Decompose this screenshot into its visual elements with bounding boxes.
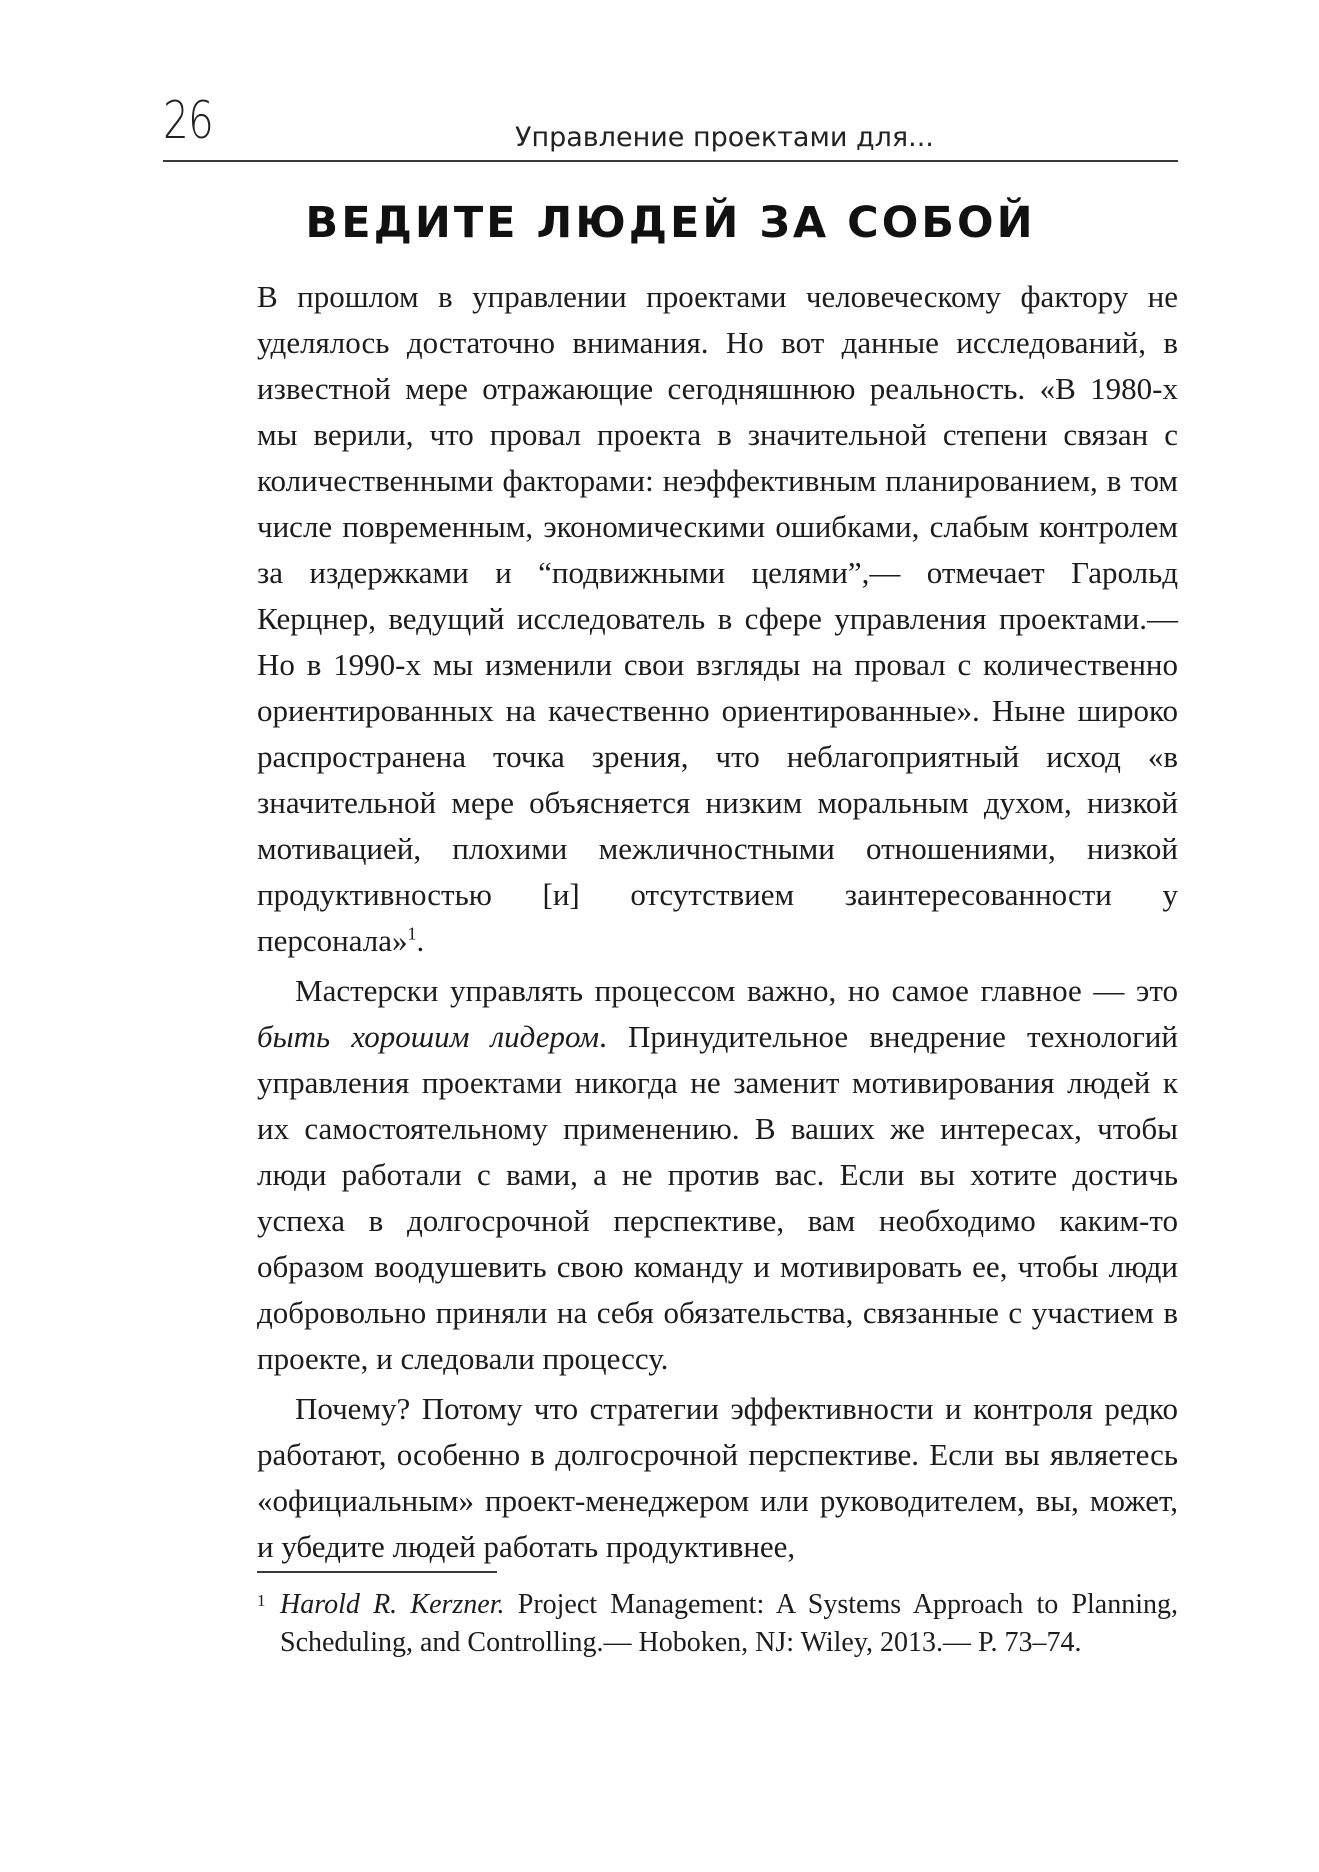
paragraph-3-text: Почему? Потому что стратегии эффективности и контроля редко работают, особенно в долгосрочной перспективе. Если вы являетесь «официальным» проект-менеджером или руководителем, вы, может, и убедите людей работать продуктивнее, — [257, 1391, 1178, 1564]
paragraph-1: В прошлом в управлении проектами человеческому фактору не уделялось достаточно внимания. Но вот данные исследований, в известной мере отражающие сегодняшнюю реальность. «В 1980-х мы верили, что провал проекта в значительной степени связан с количественными факторами: неэффективным планированием, в том числе повременным, экономическими ошибками, слабым контролем за издержками и “подвижными целями”,— отмечает Гарольд Керцнер, ведущий исследователь в сфере управления проектами.— Но в 1990-х мы изменили свои взгляды на провал с количественно ориентированных на качественно ориентированные». Ныне широко распространена точка зрения, что неблагоприятный исход «в значительной мере объясняется низким моральным духом, низкой мотивацией, плохими межличностными отношениями, низкой продуктивностью [и] отсутствием заинтересованности у персонала»$^1$. — [257, 279, 1178, 958]
running-title: Управление проектами для... — [515, 122, 934, 153]
body-text — [257, 274, 1178, 1570]
paragraph-2-emphasis: быть хорошим лидером — [257, 1019, 600, 1054]
footnote-author: Harold R. Kerzner. — [280, 1589, 505, 1620]
page-number: 26 — [163, 91, 214, 151]
footnote-reference[interactable]: 1 — [407, 923, 417, 944]
header-rule — [163, 160, 1178, 162]
footnote-rule — [257, 1571, 497, 1573]
paragraph-3 — [257, 1386, 1178, 1570]
footnote-body — [280, 1586, 1178, 1662]
paragraph-2 — [257, 968, 1178, 1382]
paragraph-1-text: В прошлом в управлении проектами человеческому фактору не уделялось достаточно внимания. Но вот данные исследований, в известной мере отражающие сегодняшнюю реальность. «В 1980-х мы верили, что провал проекта в значительной степени связан с количественными факторами: неэффективным планированием, в том числе повременным, экономическими ошибками, слабым контролем за издержками и “подвижными целями”,— отмечает Гарольд Керцнер, ведущий исследователь в сфере управления проектами.— Но в 1990-х мы изменили свои взгляды на провал с количественно ориентированных на качественно ориентированные». Ныне широко распространена точка зрения, что неблагоприятный исход «в значительной мере объясняется низким моральным духом, низкой мотивацией, плохими межличностными отношениями, низкой продуктивностью [и] отсутствием заинтересованности у персонала» — [257, 279, 1178, 958]
paragraph-2-text-after: . Принудительное внедрение технологий управления проектами никогда не заменит мотивирования людей к их самостоятельному применению. В ваших же интересах, чтобы люди работали с вами, а не против вас. Если вы хотите достичь успеха в долгосрочной перспективе, вам необходимо каким-то образом воодушевить свою команду и мотивировать ее, чтобы люди добровольно приняли на себя обязательства, связанные с участием в проекте, и следовали процессу. — [257, 1019, 1178, 1376]
footnote-text: Project Management: A Systems Approach to Planning, Scheduling, and Controlling.— Hoboken, NJ: Wiley, 2013.— P. 73–74. — [280, 1589, 1179, 1658]
footnote-mark: 1 — [257, 1591, 266, 1610]
paragraph-2-text-before: Мастерски управлять процессом важно, но самое главное — это — [295, 973, 1178, 1008]
section-heading: ВЕДИТЕ ЛЮДЕЙ ЗА СОБОЙ — [305, 198, 1036, 248]
footnote — [257, 1586, 1178, 1662]
